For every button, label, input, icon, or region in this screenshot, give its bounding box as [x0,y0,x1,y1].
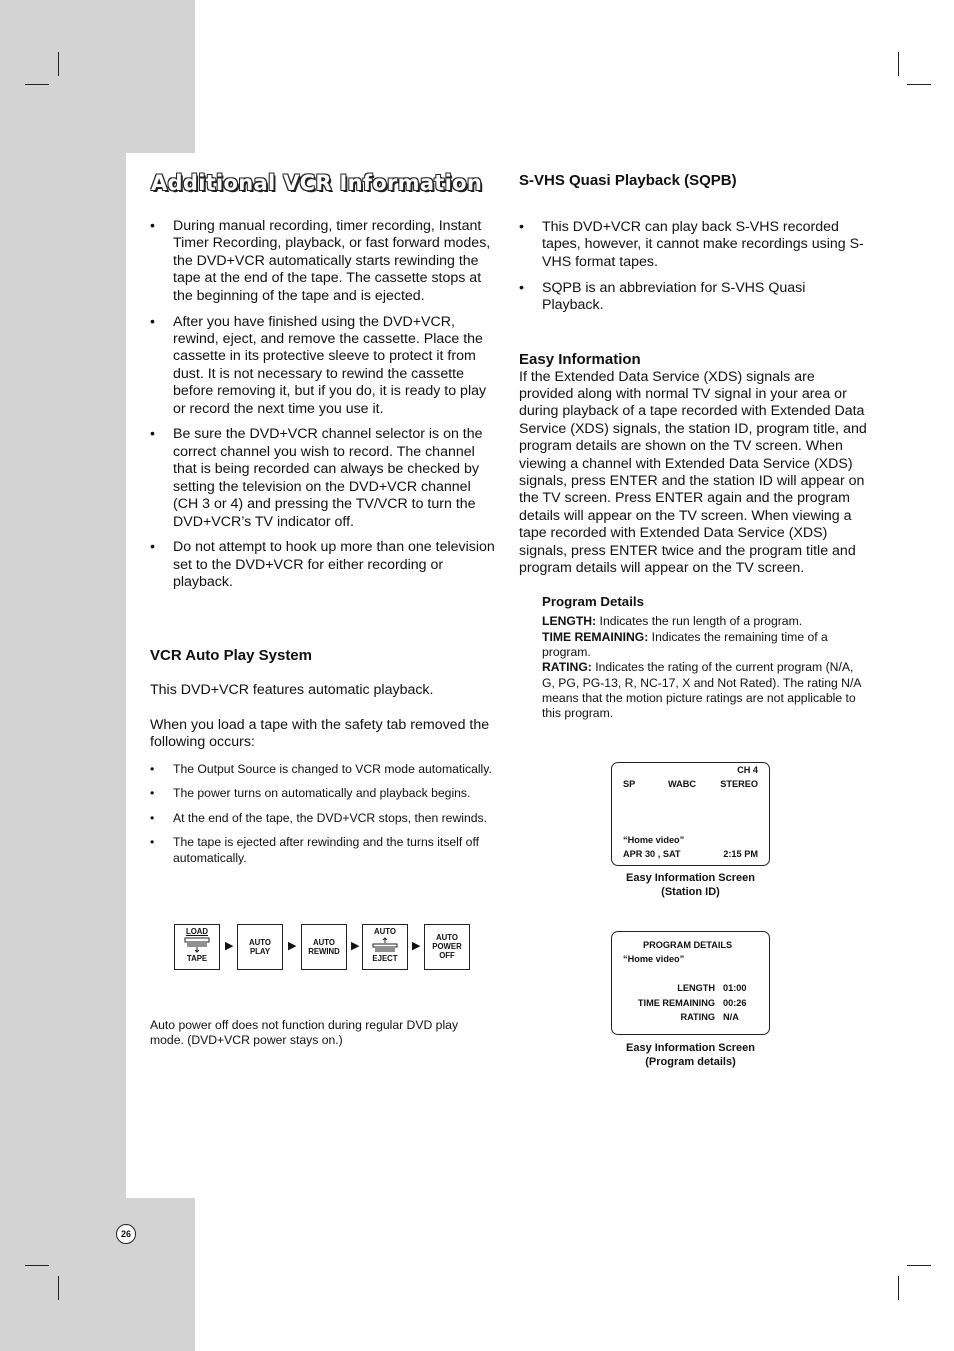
crop-mark [898,1276,899,1300]
flow-step-load-tape: LOAD TAPE [174,924,220,970]
crop-mark [907,1265,931,1266]
station-id: WABC [668,779,697,789]
list-item: • After you have finished using the DVD+VCR, rewind, eject, and remove the cassette. Place the cassette in its protective sleeve to protect it from dust. It is not necessary to rewind the cassette before removing it, but if you do, it is ready to play or record the next time you use it. [150,313,487,417]
crop-mark [907,84,931,85]
margin-band-side [0,153,126,1198]
station-id-screen [611,762,770,866]
list-item: • The power turns on automatically and playback begins. [150,786,471,801]
flow-step-auto-rewind: AUTO REWIND [301,924,347,970]
time-remaining-value: 00:26 [723,998,747,1008]
auto-play-intro: This DVD+VCR features automatic playback. [150,681,434,698]
program-details-length: LENGTH: Indicates the run length of a program. [542,614,803,629]
crop-mark [25,84,49,85]
vcr-info-list [150,218,498,592]
flow-arrow-icon: ▶ [225,940,234,952]
program-details-rating: RATING: Indicates the rating of the current program (N/A, G, PG, PG-13, R, NC-17, X and Not Rated). The rating N/A means that the motion picture ratings are not applicable to this program. [542,660,861,721]
list-item: • At the end of the tape, the DVD+VCR stops, then rewinds. [150,810,488,825]
tape-insert-icon [182,937,212,953]
tape-speed: SP [623,779,636,789]
list-item: • Do not attempt to hook up more than one television set to the DVD+VCR for either recording or playback. [150,539,495,591]
section-heading-sqpb: S-VHS Quasi Playback (SQPB) [519,172,737,189]
program-details-time-remaining: TIME REMAINING: Indicates the remaining time of a program. [542,629,828,659]
flow-step-auto-play: AUTO PLAY [237,924,283,970]
page-title: Additional VCR Information [151,171,483,195]
list-item: • The Output Source is changed to VCR mode automatically. [150,761,492,776]
program-details-heading: PROGRAM DETAILS [643,940,733,950]
station-id-caption: Easy Information Screen (Station ID) [626,872,755,898]
crop-mark [898,52,899,76]
time-display: 2:15 PM [723,849,758,859]
left-column [150,218,498,875]
channel-indicator: CH 4 [737,765,758,775]
rating-value: N/A [723,1012,739,1022]
program-details-title: Program Details [542,594,644,610]
flow-arrow-icon: ▶ [288,940,297,952]
list-item: • This DVD+VCR can play back S-VHS recorded tapes, however, it cannot make recordings using S-VHS format tapes. [519,219,864,270]
section-heading-easy-info: Easy Information [519,350,641,368]
flow-step-auto-power-off: AUTO POWER OFF [424,924,470,970]
length-label: LENGTH [677,983,715,993]
program-title: “Home video” [623,954,685,964]
length-value: 01:00 [723,983,747,993]
flow-arrow-icon: ▶ [351,940,360,952]
sqpb-list [519,219,869,315]
list-item: • Be sure the DVD+VCR channel selector is on the correct channel you wish to record. The channel that is being recorded can always be checked by setting the television on the DVD+VCR channel (CH 3 or 4) and pressing the TV/VCR to turn the DVD+VCR’s TV indicator off. [150,426,483,530]
crop-mark [58,52,59,76]
auto-play-flow-diagram [174,924,474,972]
section-heading-auto-play: VCR Auto Play System [150,646,312,664]
list-item: • The tape is ejected after rewinding and the turns itself off automatically. [150,835,479,865]
program-details-screen [611,931,770,1035]
date-display: APR 30 , SAT [623,849,681,859]
list-item: • SQPB is an abbreviation for S-VHS Quasi Playback. [519,279,806,314]
auto-play-when: When you load a tape with the safety tab removed the following occurs: [150,717,490,751]
easy-info-body: If the Extended Data Service (XDS) signals are provided along with normal TV signal in your area or during playback of a tape recorded with Extended Data Service (XDS) signals, the station ID, program title, and program details are shown on the TV screen. When viewing a channel with Extended Data Service (XDS) signals, press ENTER and the station ID will appear on the TV screen. Press ENTER again and the program details will appear on the TV screen. When viewing a tape recorded with Extended Data Service (XDS) signals, press ENTER twice and the program title and program details will appear on the TV screen. [519,368,867,576]
rating-label: RATING [680,1012,715,1022]
list-item: • During manual recording, timer recording, Instant Timer Recording, playback, or fast forward modes, the DVD+VCR automatically starts rewinding the tape at the end of the tape. The cassette stops at the beginning of the tape and is ejected. [150,218,491,304]
audio-mode: STEREO [720,779,758,789]
page-number: 26 [116,1224,136,1244]
auto-power-off-note: Auto power off does not function during regular DVD play mode. (DVD+VCR power stays on.) [150,1018,459,1048]
time-remaining-label: TIME REMAINING [637,998,715,1008]
margin-band-bottom [0,1198,195,1351]
flow-arrow-icon: ▶ [412,940,421,952]
program-title: “Home video” [623,835,685,845]
program-details-caption: Easy Information Screen (Program details) [626,1042,755,1068]
auto-play-list [150,762,498,867]
program-details-block [542,594,867,721]
crop-mark [25,1265,49,1266]
eject-icon [370,937,400,953]
margin-band-top [0,0,195,153]
crop-mark [58,1276,59,1300]
flow-step-eject: AUTO EJECT [362,924,408,970]
right-column [519,172,869,721]
